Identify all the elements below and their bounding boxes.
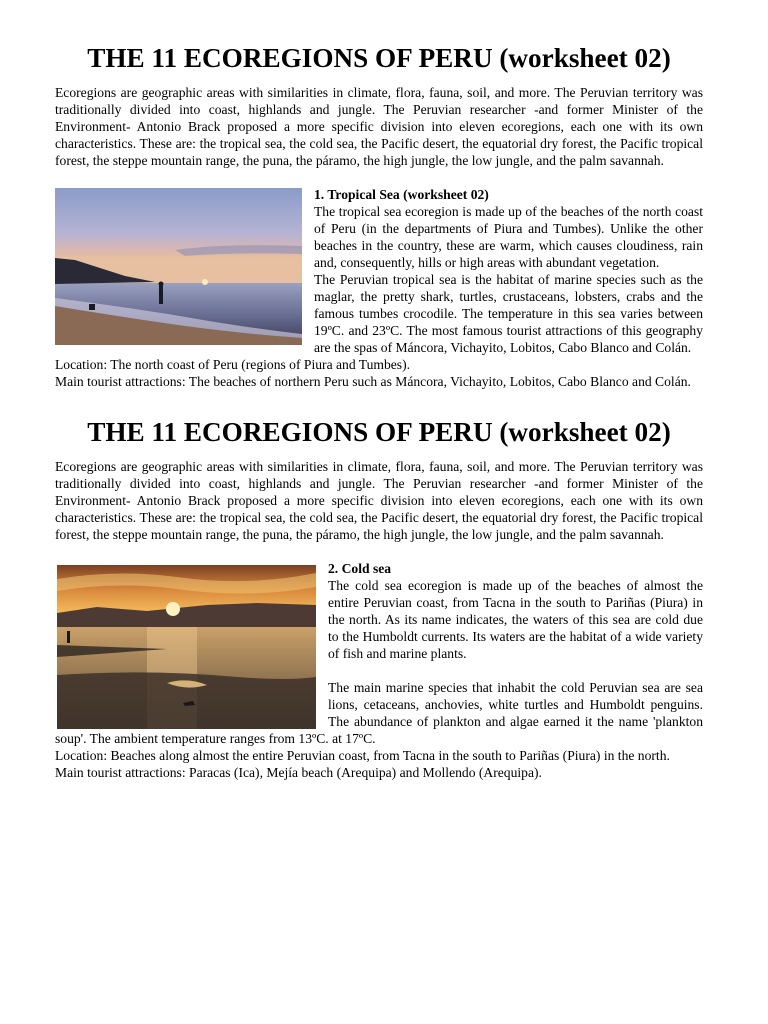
- worksheet-title: THE 11 ECOREGIONS OF PERU (worksheet 02): [87, 43, 671, 73]
- body-paragraph: The Peruvian tropical sea is the habitat of marine species such as the maglar, the pretty shark, turtles, crustaceans, lobsters, crabs and the famous tumbes crocodile. The temperature in this sea varies between 19ºC. and 23ºC. The most famous tourist attractions of this geography are the spas of Máncora, Vichayito, Lobitos, Cabo Blanco and Colán.: [314, 272, 703, 355]
- section-cold-sea: [55, 417, 703, 781]
- tropical-sea-sunset-photo: [55, 188, 302, 345]
- section-heading: 2. Cold sea: [328, 561, 392, 576]
- intro-paragraph: Ecoregions are geographic areas with similarities in climate, flora, fauna, soil, and more. The Peruvian territory was traditionally divided into coast, highlands and jungle. The Peruvian researcher -and former Minister of the Environment- Antonio Brack proposed a more specific division into eleven ecoregions, each one with its own characteristics. These are: the tropical sea, the cold sea, the Pacific desert, the equatorial dry forest, the Pacific tropical forest, the steppe mountain range, the puna, the páramo, the high jungle, the low jungle, and the palm savannah.: [55, 459, 703, 542]
- body-paragraph: The cold sea ecoregion is made up of the beaches of almost the entire Peruvian coast, from Tacna in the south to Pariñas (Piura) in the north. As its name indicates, the waters of this sea are cold due to the Humboldt currents. Its waters are the habitat of a wide variety of fish and marine plants.: [328, 578, 703, 661]
- body-paragraph: The main marine species that inhabit the cold Peruvian sea are sea lions, cetaceans, anchovies, white turtles and Humboldt penguins. The abundance of plankton and algae earned it the name 'plankton soup'. The ambient temperature ranges from 13ºC. at 17ºC.: [55, 680, 703, 746]
- worksheet-page: [55, 43, 703, 781]
- body-paragraph: The tropical sea ecoregion is made up of the beaches of the north coast of Peru (in the departments of Piura and Tumbes). Unlike the other beaches in the country, these are warm, which causes cloudiness, rain and, consequently, hills or high areas with abundant vegetation.: [314, 204, 703, 270]
- intro-paragraph: Ecoregions are geographic areas with similarities in climate, flora, fauna, soil, and more. The Peruvian territory was traditionally divided into coast, highlands and jungle. The Peruvian researcher -and former Minister of the Environment- Antonio Brack proposed a more specific division into eleven ecoregions, each one with its own characteristics. These are: the tropical sea, the cold sea, the Pacific desert, the equatorial dry forest, the Pacific tropical forest, the steppe mountain range, the puna, the páramo, the high jungle, the low jungle, and the palm savannah.: [55, 85, 703, 168]
- worksheet-title: THE 11 ECOREGIONS OF PERU (worksheet 02): [87, 417, 671, 447]
- section-heading: 1. Tropical Sea (worksheet 02): [314, 187, 489, 202]
- location-text: Location: Beaches along almost the entire Peruvian coast, from Tacna in the south to Pariñas (Piura) in the north.: [55, 748, 670, 763]
- location-text: Location: The north coast of Peru (regions of Piura and Tumbes).: [55, 357, 411, 372]
- attractions-text: Main tourist attractions: Paracas (Ica), Mejía beach (Arequipa) and Mollendo (Arequipa).: [55, 765, 542, 780]
- cold-sea-sunset-photo: [57, 565, 316, 729]
- section-tropical-sea: [55, 43, 703, 390]
- attractions-text: Main tourist attractions: The beaches of northern Peru such as Máncora, Vichayito, Lobitos, Cabo Blanco and Colán.: [55, 374, 691, 389]
